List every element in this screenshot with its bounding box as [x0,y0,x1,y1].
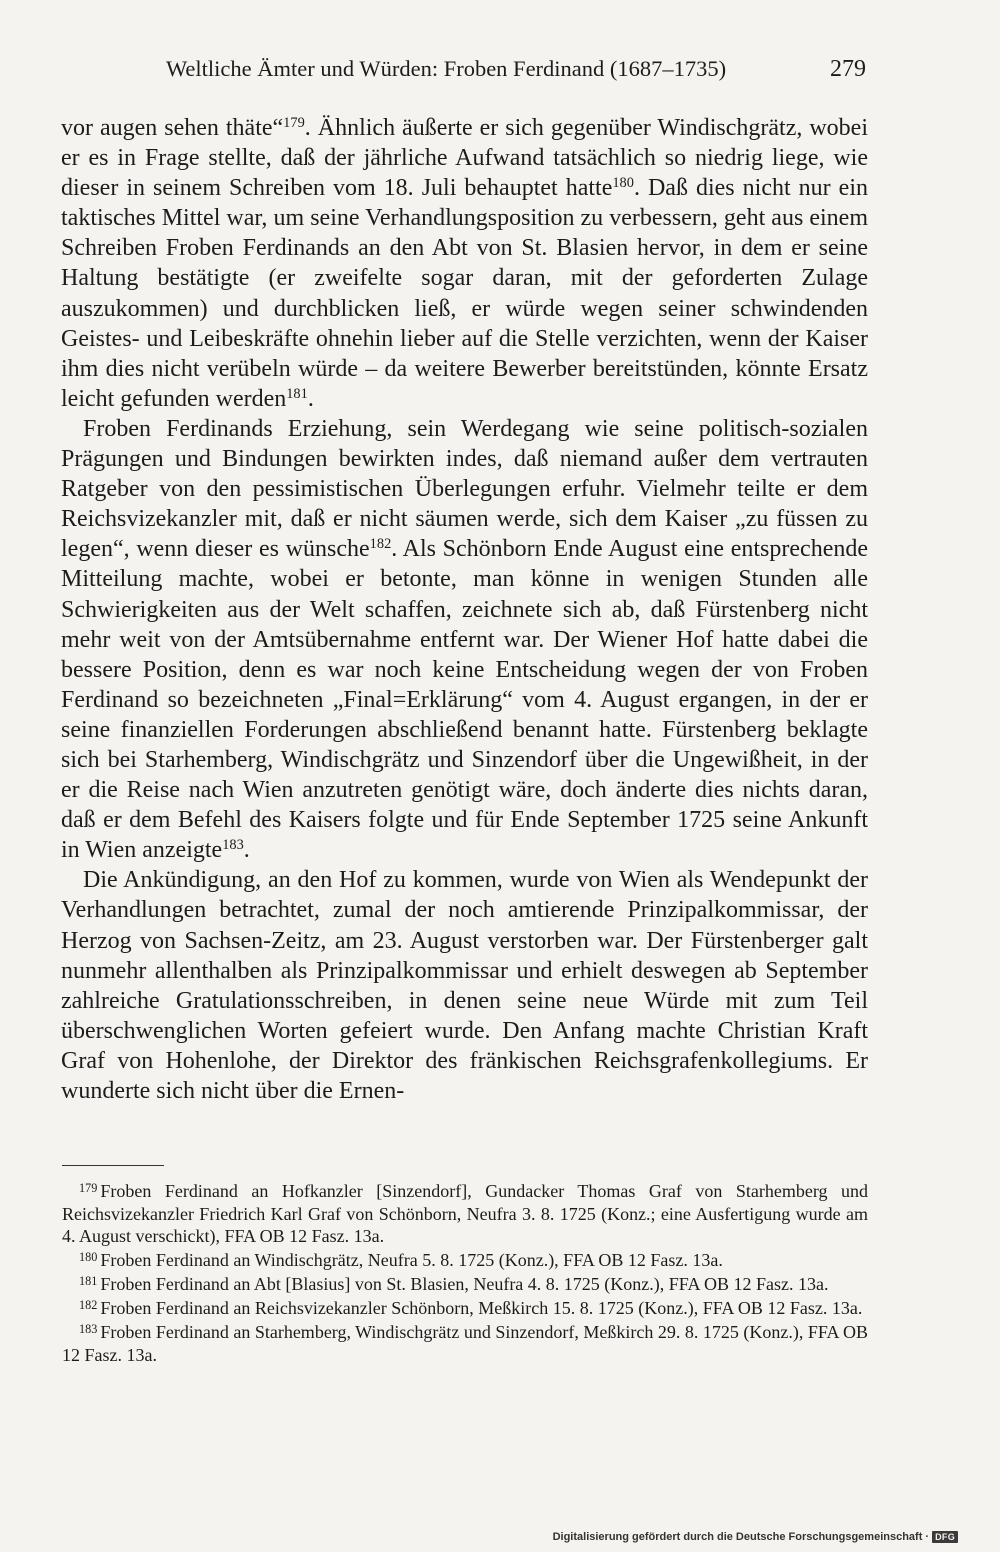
footnote [62,1321,868,1366]
footnote-number: 182 [79,1297,98,1312]
text-run: . Ähnlich äußerte er sich gegenüber Windischgrätz, wobei er es in Frage stellte, daß der jährliche Aufwand tatsächlich so niedrig liege, wie dieser in seinem Schreiben vom 18. Juli behauptet hatte [61,115,868,202]
footnote-number: 181 [79,1273,98,1288]
footnote-number: 179 [79,1180,98,1195]
footnote-text: Froben Ferdinand an Reichsvizekanzler Schönborn, Meßkirch 15. 8. 1725 (Konz.), FFA OB 12 Fasz. 13a. [100,1298,863,1318]
dfg-logo: DFG [932,1531,958,1543]
footnote-separator [62,1165,164,1166]
footnote-number: 183 [79,1321,98,1336]
text-run: Froben Ferdinands Erziehung, sein Werdegang wie seine politisch-sozialen Prägungen und Bindungen bewirkten indes, daß niemand außer dem vertrauten Ratgeber von den pessimistischen Überlegungen erfuhr. Vielmehr teilte er dem Reichsvizekanzler mit, daß er nicht säumen werde, sich dem Kaiser „zu füssen zu legen“, wenn dieser es wünsche [61,415,868,563]
paragraph [61,865,868,1106]
text-run: vor augen sehen thäte“ [61,115,284,141]
footnote-marker: 182 [369,536,392,553]
footnote-marker: 183 [222,837,244,854]
digitization-credit [553,1531,958,1543]
credit-text: Digitalisierung gefördert durch die Deutsche Forschungsgemeinschaft · [552,1531,930,1543]
footnote [62,1180,868,1248]
text-run: . [243,837,250,864]
text-run: . Als Schönborn Ende August eine entsprechende Mitteilung machte, wobei er betonte, man könne in wenigen Stunden alle Schwierigkeiten aus der Welt schaffen, zeichnete sich ab, daß Fürstenberg nicht mehr weit von der Amtsübernahme entfernt war. Der Wiener Hof hatte dabei die bessere Position, denn es war noch keine Entscheidung wegen der von Froben Ferdinand so bezeichneten „Final=Erklärung“ vom 4. August ergangen, in der er seine finanziellen Forderungen abschließend benannt hatte. Fürstenberg beklagte sich bei Starhemberg, Windischgrätz und Sinzendorf über die Ungewißheit, in der er die Reise nach Wien anzutreten genötigt wäre, doch änderte dies nichts daran, daß er dem Befehl des Kaisers folgte und für Ende September 1725 seine Ankunft in Wien anzeigte [61,536,868,864]
text-run: . [307,385,314,412]
footnote-text: Froben Ferdinand an Abt [Blasius] von St. Blasien, Neufra 4. 8. 1725 (Konz.), FFA OB 12 Fasz. 13a. [100,1274,829,1294]
footnote-text: Froben Ferdinand an Starhemberg, Windischgrätz und Sinzendorf, Meßkirch 29. 8. 1725 (Konz.), FFA OB 12 Fasz. 13a. [62,1322,869,1365]
footnote-marker: 181 [286,385,308,402]
footnote-text: Froben Ferdinand an Hofkanzler [Sinzendorf], Gundacker Thomas Graf von Starhemberg und Reichsvizekanzler Friedrich Karl Graf von Schönborn, Neufra 3. 8. 1725 (Konz.; eine Ausfertigung wurde am 4. August verschickt), FFA OB 12 Fasz. 13a. [62,1181,868,1246]
footnote-marker: 179 [283,115,305,132]
footnote-text: Froben Ferdinand an Windischgrätz, Neufra 5. 8. 1725 (Konz.), FFA OB 12 Fasz. 13a. [100,1250,723,1270]
paragraph [61,113,868,414]
footnotes [62,1180,868,1368]
text-run: . Daß dies nicht nur ein taktisches Mittel war, um seine Verhandlungsposition zu verbessern, geht aus einem Schreiben Froben Ferdinands an den Abt von St. Blasien hervor, in dem er seine Haltung bestätigte (er zweifelte sogar daran, mit der geforderten Zulage auszukommen) und durchblicken ließ, er würde wegen seiner schwindenden Geistes- und Leibeskräfte ohnehin lieber auf die Stelle verzichten, wenn der Kaiser ihm dies nicht verübeln würde – da weitere Bewerber bereitstünden, könnte Ersatz leicht gefunden werden [61,175,868,412]
footnote [62,1249,868,1272]
running-header [166,56,866,90]
footnote [62,1273,868,1296]
body-text [61,113,868,1106]
footnote [62,1297,868,1320]
running-title: Weltliche Ämter und Würden: Froben Ferdinand (1687–1735) [166,56,727,81]
paragraph [61,414,868,865]
page-number: 279 [830,56,866,82]
footnote-marker: 180 [612,175,634,192]
footnote-number: 180 [79,1249,98,1264]
text-run: Die Ankündigung, an den Hof zu kommen, wurde von Wien als Wendepunkt der Verhandlungen betrachtet, zumal der noch amtierende Prinzipalkommissar, der Herzog von Sachsen-Zeitz, am 23. August verstorben war. Der Fürstenberger galt nunmehr allenthalben als Prinzipalkommissar und erhielt deswegen ab September zahlreiche Gratulationsschreiben, in denen seine neue Würde mit zum Teil überschwenglichen Worten gefeiert wurde. Den Anfang machte Christian Kraft Graf von Hohenlohe, der Direktor des fränkischen Reichsgrafenkollegiums. Er wunderte sich nicht über die Ernen- [61,867,868,1104]
